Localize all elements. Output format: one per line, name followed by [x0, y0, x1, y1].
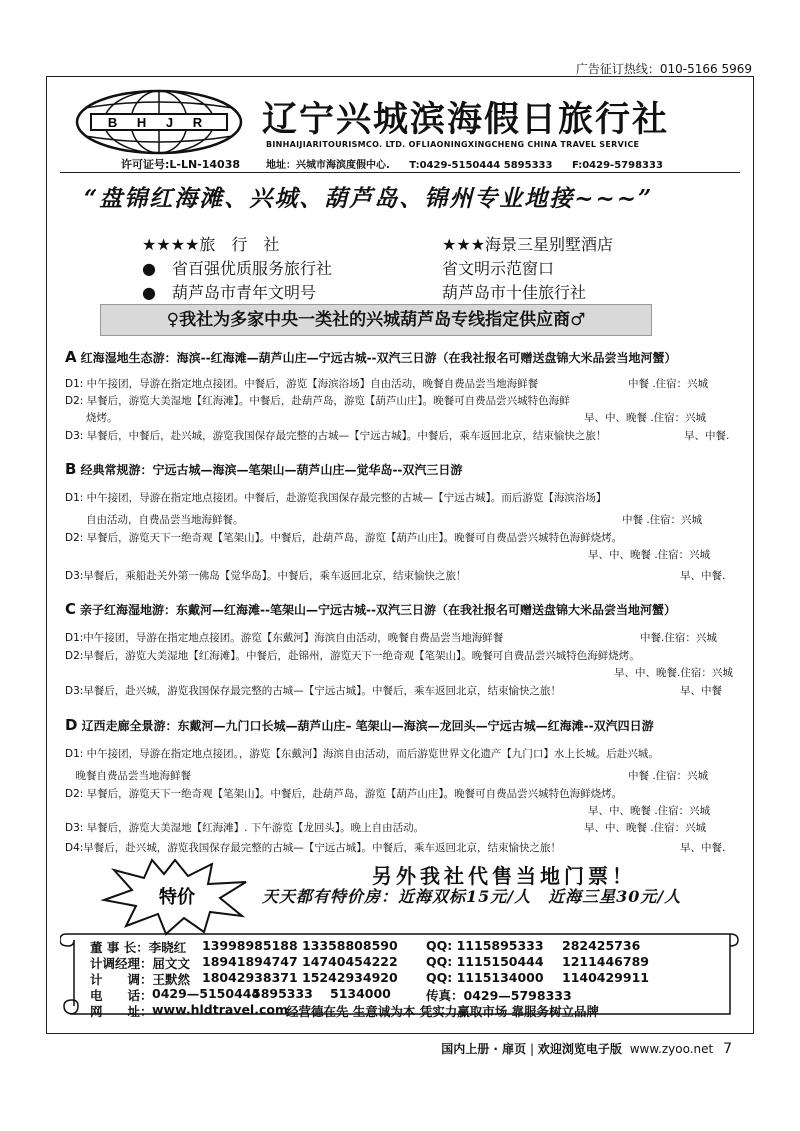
route-c-meal-3: 早、中、晚餐.住宿：兴城	[614, 667, 733, 679]
route-d-line-1: D1: 中午接团，导游在指定地点接团。，游览【东戴河】海滨自由活动，而后游览世界文化遗产【九门口】水上长城。后赴兴城。	[65, 748, 659, 760]
route-d-line-5: D3: 早餐后，游览大美湿地【红海滩】. 下午游览【龙回头】。晚上自由活动。	[65, 822, 425, 834]
supplier-banner: ♀我社为多家中央一类社的兴城葫芦岛专线指定供应商♂	[100, 304, 652, 336]
company-fax: F:0429-5798333	[571, 160, 663, 171]
route-b-meal-2: 中餐 .住宿：兴城	[622, 514, 703, 526]
route-b-line-1: D1: 中午接团，导游在指定地点接团。中餐后，赴游览我国保存最完整的古城—【宁远古城】。而后游览【海滨浴场】	[65, 492, 607, 504]
route-b-meal-5: 早、中餐.	[680, 570, 726, 582]
route-d-line-6: D4:早餐后，赴兴城，游览我国保存最完整的古城—【宁远古城】。中餐后，乘车返回北京，结束愉快之旅！	[65, 842, 562, 854]
route-d-line-2: 晚餐自费品尝当地海鲜餐	[65, 770, 191, 782]
page-footer	[441, 1040, 732, 1057]
route-a-line-2: D2: 早餐后，游览大美湿地【红海滩】。中餐后，赴葫芦岛，游览【葫芦山庄】。晚餐可自费品尝兴城特色海鲜	[65, 395, 570, 407]
dir-row-1-phone-2: 13358808590	[302, 938, 398, 953]
route-b-title	[65, 460, 462, 478]
header-divider	[60, 172, 740, 173]
company-name-en: BINHAIJIARITOURISMCO. LTD. OFLIAONINGXINGCHENG CHINA TRAVEL SERVICE	[266, 140, 640, 149]
dir-web-label: 网 址：	[90, 1004, 153, 1019]
honor-right-1: ★★★海景三星别墅酒店	[442, 235, 614, 254]
route-b-line-5: D3:早餐后，乘船赴关外第一佛岛【觉华岛】。中餐后，乘车返回北京，结束愉快之旅！	[65, 570, 467, 582]
dir-row-1-qq-2: 282425736	[562, 938, 641, 953]
route-d-meal-5: 早、中、晚餐 .住宿：兴城	[584, 822, 707, 834]
route-title-text: 辽西走廊全景游：东戴河—九门口长城—葫芦山庄– 笔架山—海滨—龙回头—宁远古城—红海滩--双汽四日游	[81, 719, 654, 733]
route-letter: A	[65, 348, 77, 366]
route-a-line-4: D3: 早餐后，中餐后，赴兴城，游览我国保存最完整的古城—【宁远古城】。中餐后，乘车返回北京，结束愉快之旅！	[65, 430, 607, 442]
route-a-line-1: D1: 中午接团，导游在指定地点接团。中餐后，游览【海滨浴场】自由活动，晚餐自费品尝当地海鲜餐	[65, 378, 539, 390]
route-a-meal-3: 早、中、晚餐 .住宿：兴城	[584, 412, 707, 424]
dir-row-3-qq-2: 1140429911	[562, 970, 649, 985]
route-a-title	[65, 348, 677, 366]
honor-left-3: ● 葫芦岛市青年文明号	[142, 283, 316, 302]
route-d-meal-6: 早、中餐.	[680, 842, 726, 854]
dir-row-2-qq-2: 1211446789	[562, 954, 649, 969]
footer-welcome: 欢迎浏览电子版	[537, 1042, 622, 1056]
route-d-meal-4: 早、中、晚餐 .住宿：兴城	[588, 805, 711, 817]
route-a-meal-1: 中餐 .住宿：兴城	[628, 378, 709, 390]
page-number: 7	[723, 1041, 732, 1057]
company-tel: T:0429-5150444 5895333	[409, 160, 553, 171]
dir-row-3-qq-1: QQ: 1115134000	[426, 970, 544, 985]
slogan: “盘锦红海滩、兴城、葫芦岛、锦州专业地接~~~”	[84, 185, 654, 212]
route-c-line-1: D1:中午接团，导游在指定地点接团。游览【东戴河】海滨自由活动，晚餐自费品尝当地海鲜餐	[65, 632, 504, 644]
route-letter: C	[65, 600, 77, 618]
route-c-line-4: D3:早餐后，赴兴城，游览我国保存最完整的古城—【宁远古城】。中餐后，乘车返回北京，结束愉快之旅！	[65, 685, 562, 697]
route-c-meal-1: 中餐.住宿：兴城	[640, 632, 717, 644]
website-link[interactable]: www.hldtravel.com	[152, 1002, 288, 1017]
special-price-badge	[100, 856, 250, 936]
route-letter: B	[65, 460, 77, 478]
ad-hotline: 广告征订热线：010-5166 5969	[575, 62, 752, 76]
route-title-text: 亲子红海湿地游：东戴河—红海滩--笔架山—宁远古城--双汽三日游（在我社报名可赠送盘锦大米品尝当地河蟹）	[80, 603, 676, 617]
route-b-line-3: D2: 早餐后，游览天下一绝奇观【笔架山】。中餐后，赴葫芦岛，游览【葫芦山庄】。晚餐可自费品尝兴城特色海鲜烧烤。	[65, 532, 623, 544]
dir-row-2-qq-1: QQ: 1115150444	[426, 954, 544, 969]
route-d-title	[65, 716, 654, 734]
dir-phone-1: 0429—5150444	[152, 986, 261, 1001]
honor-right-2: 省文明示范窗口	[442, 259, 555, 278]
route-letter: D	[65, 716, 78, 734]
dir-row-3-phone-1: 18042938371	[202, 970, 298, 985]
honor-left-2: ● 省百强优质服务旅行社	[142, 259, 332, 278]
route-c-meal-4: 早、中餐	[680, 685, 722, 697]
dir-fax: 传真：0429—5798333	[426, 988, 572, 1003]
company-contact	[266, 156, 679, 171]
route-d-line-3: D2: 早餐后，游览天下一绝奇观【笔架山】。中餐后，赴葫芦岛，游览【葫芦山庄】。晚餐可自费品尝兴城特色海鲜烧烤。	[65, 788, 623, 800]
dir-row-1-phone-1: 13998985188	[202, 938, 298, 953]
dir-phone-3: 5134000	[330, 986, 391, 1001]
route-b-line-2: 自由活动，自费品尝当地海鲜餐。	[65, 514, 244, 526]
dir-row-2-phone-1: 18941894747	[202, 954, 298, 969]
dir-phone-label: 电 话：	[90, 988, 153, 1003]
company-motto: 经营德在先 生意诚为本 凭实力赢取市场 靠服务树立品牌	[286, 1004, 600, 1019]
route-b-meal-4: 早、中、晚餐 .住宿：兴城	[588, 549, 711, 561]
dir-row-3-label: 计 调：王默然	[90, 972, 191, 987]
footer-section: 国内上册 · 扉页	[441, 1042, 527, 1056]
logo-text: B H J R	[107, 115, 211, 130]
license-number: 许可证号:L-LN-14038	[121, 158, 241, 171]
company-name-cn: 辽宁兴城滨海假日旅行社	[262, 99, 670, 140]
route-d-meal-2: 中餐 .住宿：兴城	[628, 770, 709, 782]
other-tickets-notice: 另外我社代售当地门票！	[372, 864, 636, 888]
route-title-text: 经典常规游：宁远古城—海滨—笔架山—葫芦山庄—觉华岛--双汽三日游	[80, 463, 463, 477]
honor-left-1: ★★★★旅 行 社	[142, 235, 280, 254]
honor-right-3: 葫芦岛市十佳旅行社	[442, 283, 587, 302]
dir-row-2-label: 计调经理：屈文文	[90, 956, 191, 971]
footer-separator: |	[530, 1042, 538, 1056]
dir-phone-2: 5895333	[252, 986, 313, 1001]
route-title-text: 红海湿地生态游：海滨--红海滩—葫芦山庄—宁远古城--双汽三日游（在我社报名可赠送盘锦大米品尝当地河蟹）	[80, 351, 677, 365]
dir-row-1-label: 董 事 长：李晓红	[90, 940, 187, 955]
dir-row-1-qq-1: QQ: 1115895333	[426, 938, 544, 953]
footer-site: www.zyoo.net	[629, 1042, 714, 1056]
dir-row-2-phone-2: 14740454222	[302, 954, 398, 969]
special-price-text: 特价	[159, 887, 195, 908]
route-c-title	[65, 600, 676, 618]
dir-row-3-phone-2: 15242934920	[302, 970, 398, 985]
daily-special: 天天都有特价房：近海双标15元/人 近海三星30元/人	[262, 887, 682, 906]
globe-logo	[73, 88, 245, 156]
company-address: 地址：兴城市海滨度假中心.	[266, 160, 390, 171]
route-a-line-3: 烧烤。	[65, 412, 118, 424]
route-a-meal-4: 早、中餐.	[684, 430, 730, 442]
route-c-line-2: D2:早餐后，游览大美湿地【红海滩】。中餐后，赴锦州，游览天下一绝奇观【笔架山】。晚餐可自费品尝兴城特色海鲜烧烤。	[65, 650, 640, 662]
